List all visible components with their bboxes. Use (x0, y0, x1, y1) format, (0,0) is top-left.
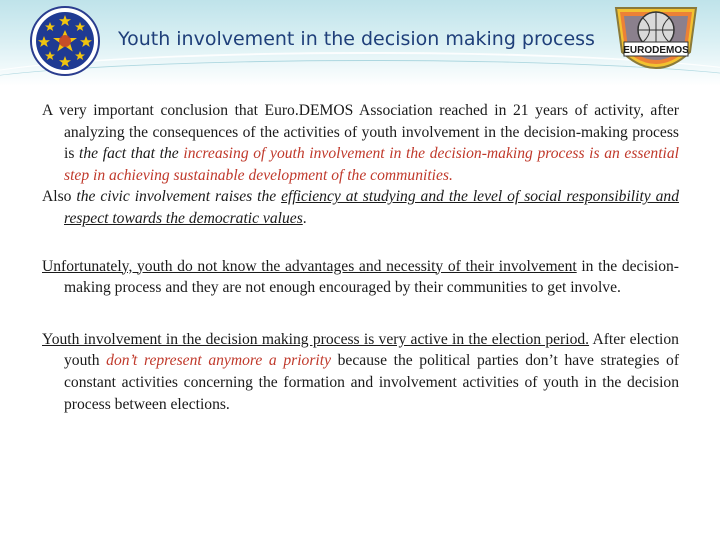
text-run: . (302, 209, 307, 227)
text-run: Also (42, 188, 77, 206)
text-run-underlined: Youth involvement in the decision making process is very active in the election period. (42, 330, 590, 348)
paragraph-civic-involvement (42, 186, 679, 229)
text-run: After election youth (64, 330, 679, 370)
text-run: because the political parties don’t have strategies of constant activities concerning the formation and involvement activities of youth in the decision process between elections. (64, 352, 680, 413)
spacer (42, 299, 679, 329)
text-run-italic: the fact that the (79, 145, 184, 163)
paragraph-conclusion (42, 100, 679, 186)
text-run-highlight: increasing of youth involvement in the decision-making process is an essential step in achieving sustainable development of the communities. (64, 145, 679, 184)
text-run-underlined: Unfortunately, youth do not know the advantages and necessity of their involvement (42, 257, 577, 275)
paragraph-unfortunately (42, 256, 679, 299)
slide-body (42, 100, 679, 415)
spacer (42, 230, 679, 256)
text-run-highlight: don’t represent anymore a priority (106, 352, 332, 370)
text-run: A very important conclusion that Euro.DEMOS Association reached in 21 years of activity, after analyzing the consequences of the activities of youth involvement in the decision-making process is (42, 102, 679, 163)
eurodemos-logo (610, 2, 702, 84)
text-run-underlined: efficiency at studying and the level of social responsibility and respect towards the democratic values (64, 188, 680, 227)
page-title: Youth involvement in the decision making process (118, 28, 595, 50)
stars-emblem-logo (30, 6, 100, 76)
text-run-italic: the civic involvement raises the (76, 188, 282, 206)
paragraph-election-period (42, 329, 679, 415)
svg-text:EURODEMOS: EURODEMOS (623, 45, 689, 56)
text-run: in the decision-making process and they are not enough encouraged by their communities to get involve. (64, 257, 679, 297)
